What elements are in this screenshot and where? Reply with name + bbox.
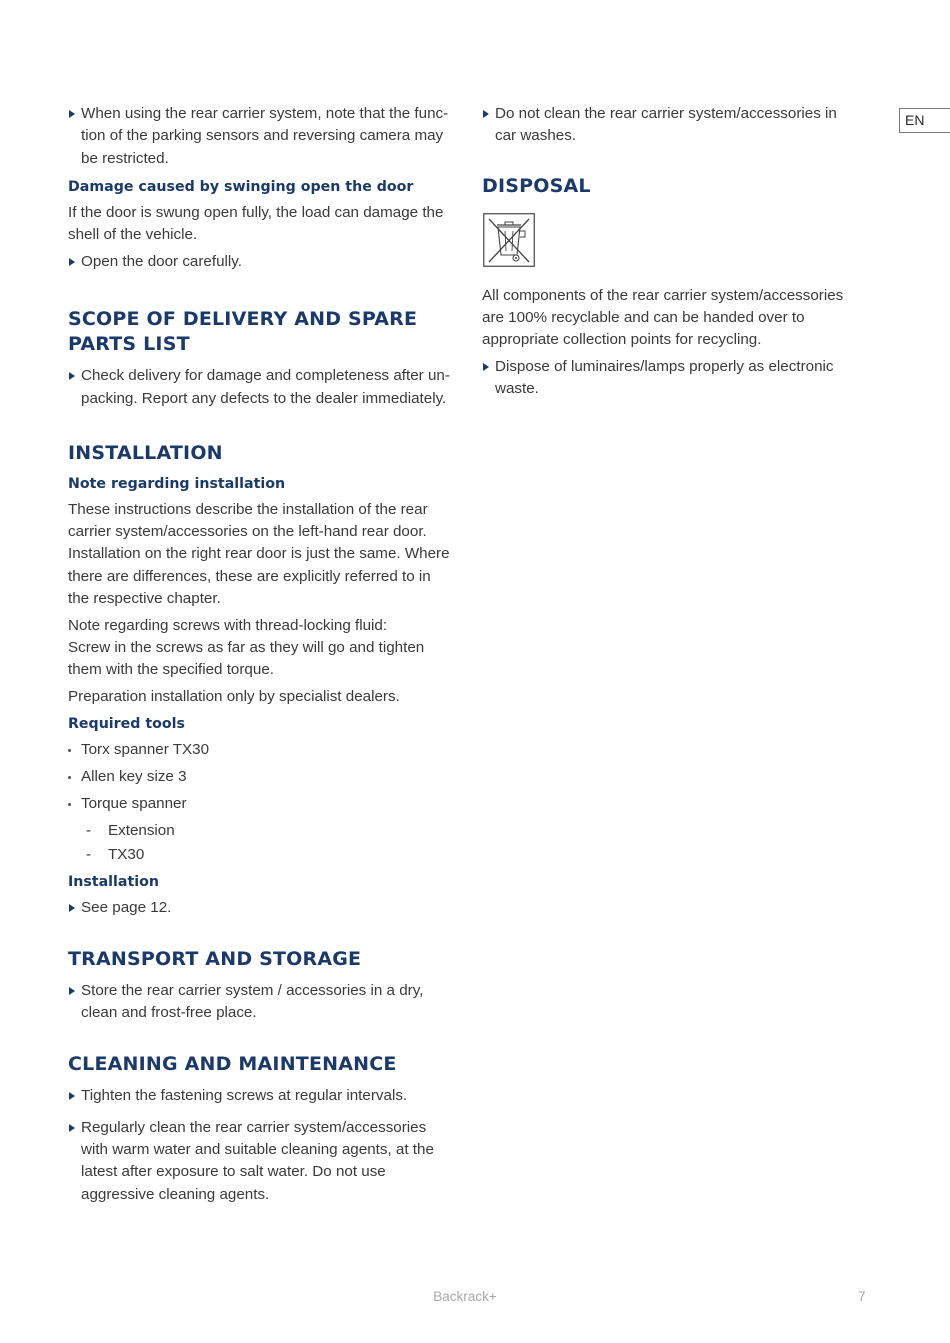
installation-subheading: Installation [68,873,159,890]
car-wash-bullet [482,103,862,148]
page-number: 7 [858,1289,866,1304]
disposal-bullet [482,356,862,401]
dash-bullet-icon: - [86,822,92,839]
door-damage-bullet-text: Open the door carefully. [81,252,242,270]
tool-item [68,739,453,761]
transport-bullet-text: Store the rear carrier system / accessories in a dry, clean and frost-free place. [81,981,424,1022]
cleaning-bullet-text: Regularly clean the rear carrier system/accessories with warm water and suitable cleaning agents, at the latest after exposure to salt water. Do not use aggressive cleaning agents. [81,1118,434,1203]
arrow-bullet-icon [69,258,75,266]
cleaning-bullet [68,1085,453,1107]
transport-bullet [68,980,453,1025]
tool-subitem [68,820,453,842]
cleaning-bullet [68,1117,453,1206]
required-tools-heading: Required tools [68,716,185,733]
language-tab: EN [899,108,950,133]
transport-storage-heading: TRANSPORT AND STORAGE [68,947,362,970]
right-column [482,103,862,405]
arrow-bullet-icon [69,110,75,118]
specialist-dealers-note: Preparation installation only by specialist dealers. [68,688,400,706]
arrow-bullet-icon [483,110,489,118]
tool-subitem-label: TX30 [108,846,145,864]
dot-bullet-icon [68,749,71,752]
note-installation-text: These instructions describe the installation of the rear carrier system/accessories on the left-hand rear door. Installation on the right rear door is just the same. Where there are differences, these are explicitly referred to in the respective chapter. [68,500,450,608]
tool-label: Torque spanner [81,795,187,813]
arrow-bullet-icon [69,987,75,995]
car-wash-bullet-text: Do not clean the rear carrier system/accessories in car washes. [495,105,837,145]
tool-item [68,766,453,788]
parking-sensors-note [68,103,453,170]
dash-bullet-icon: - [86,846,92,864]
disposal-text: All components of the rear carrier system/accessories are 100% recyclable and can be handed over to appropriate collection points for recycling. [482,286,844,349]
disposal-heading: DISPOSAL [482,174,591,197]
thread-locking-note-line2: Screw in the screws as far as they will go and tighten them with the specified torque. [68,639,425,679]
parking-sensors-text: When using the rear carrier system, note that the func-tion of the parking sensors and reversing camera may be restricted. [81,105,449,167]
arrow-bullet-icon [69,372,75,380]
thread-locking-note [68,615,453,682]
cleaning-maintenance-heading: CLEANING AND MAINTENANCE [68,1053,397,1076]
installation-page-reference-text: See page 12. [81,898,172,916]
door-damage-heading: Damage caused by swinging open the door [68,178,414,195]
scope-of-delivery-heading: SCOPE OF DELIVERY AND SPARE PARTS LIST [68,308,418,356]
footer-product-name: Backrack+ [433,1289,497,1304]
disposal-bullet-text: Dispose of luminaires/lamps properly as electronic waste. [495,357,834,398]
tool-subitem [68,844,453,866]
tool-label: Torx spanner TX30 [81,741,210,759]
tool-item [68,793,453,815]
tool-subitem-label: Extension [108,822,175,839]
arrow-bullet-icon [69,1092,75,1100]
tool-label: Allen key size 3 [81,768,187,786]
thread-locking-note-line1: Note regarding screws with thread-locking fluid: [68,616,388,634]
scope-bullet [68,365,453,410]
arrow-bullet-icon [483,363,489,371]
door-damage-text: If the door is swung open fully, the load can damage the shell of the vehicle. [68,203,444,244]
door-damage-bullet [68,251,453,273]
installation-page-reference [68,897,453,919]
scope-bullet-text: Check delivery for damage and completeness after un-packing. Report any defects to the dealer immediately. [81,367,450,407]
cleaning-bullet-text: Tighten the fastening screws at regular intervals. [81,1087,408,1105]
arrow-bullet-icon [69,1124,75,1132]
dot-bullet-icon [68,803,71,806]
installation-heading: INSTALLATION [68,441,223,464]
arrow-bullet-icon [69,904,75,912]
crossed-out-wheelie-bin-icon [483,213,535,267]
dot-bullet-icon [68,776,71,779]
left-column [68,103,453,1210]
note-installation-heading: Note regarding installation [68,475,286,492]
